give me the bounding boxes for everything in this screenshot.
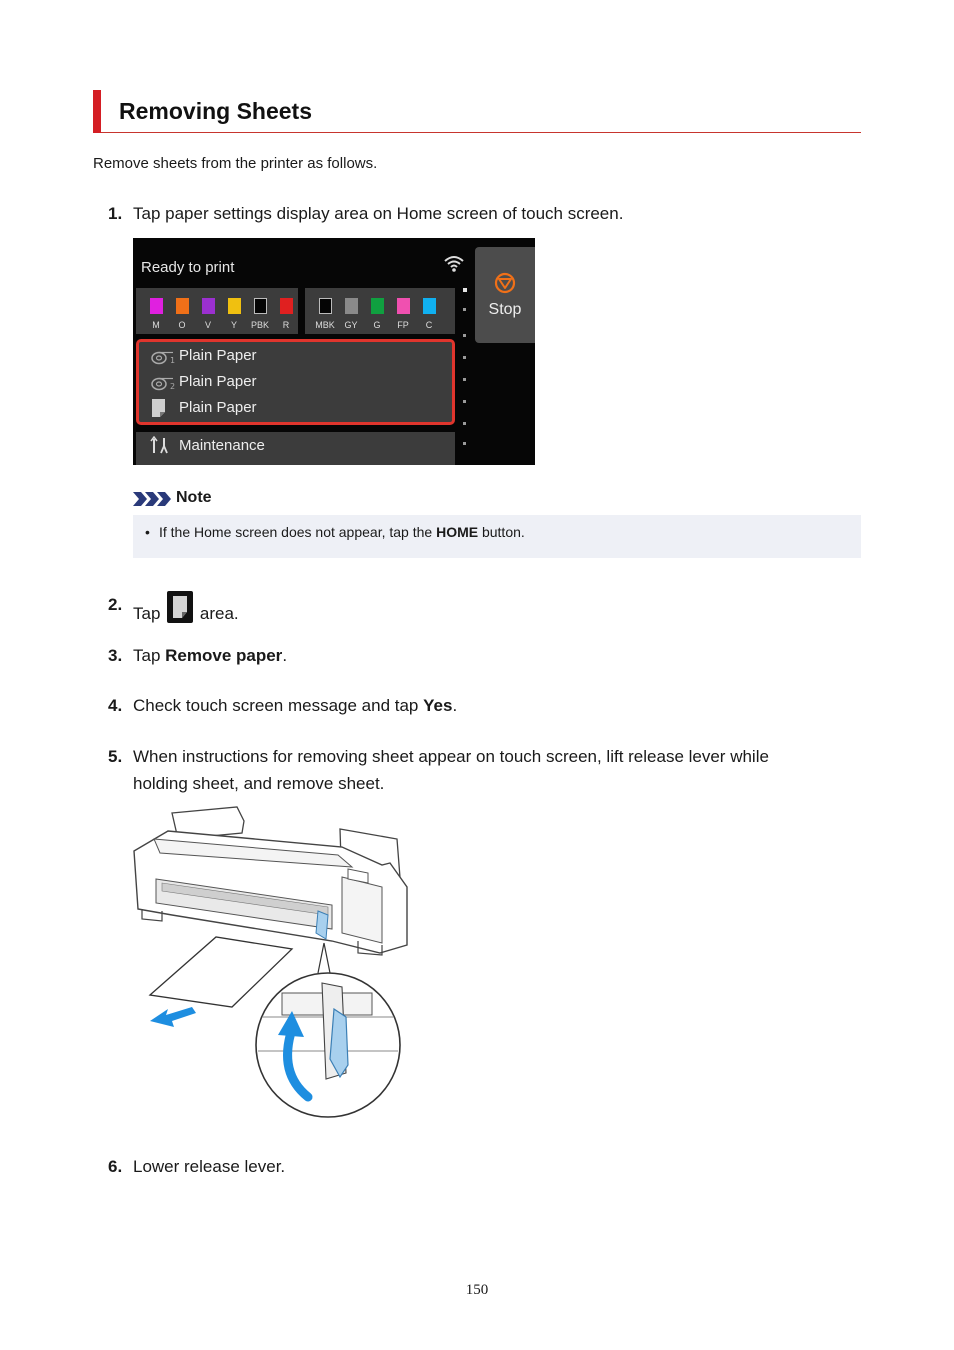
ink-label: R xyxy=(282,320,290,330)
ink-swatch-o xyxy=(176,298,189,314)
note-text-part: If the Home screen does not appear, tap the xyxy=(159,524,437,540)
ink-swatch-mbk xyxy=(319,298,332,314)
step-number: 4. xyxy=(108,696,123,715)
status-text: Ready to print xyxy=(141,259,235,276)
page-dot xyxy=(463,288,467,292)
touch-screen-illustration xyxy=(133,238,535,465)
page-dot xyxy=(463,356,466,359)
stop-button[interactable] xyxy=(475,247,535,343)
home-button-name: HOME xyxy=(436,524,479,540)
ink-label: C xyxy=(425,320,433,330)
remove-paper-label: Remove paper xyxy=(165,646,283,665)
printer-remove-sheet-illustration xyxy=(132,803,410,1121)
page-dot xyxy=(463,334,466,337)
ink-swatch-pbk xyxy=(254,298,267,314)
step-text-part: Tap xyxy=(133,646,166,665)
ink-swatch-m xyxy=(150,298,163,314)
step-text-line: holding sheet, and remove sheet. xyxy=(133,774,385,793)
page-dot xyxy=(463,400,466,403)
cut-sheet-icon xyxy=(167,591,193,623)
paper-settings-area[interactable] xyxy=(136,339,455,425)
page-dot xyxy=(463,308,466,311)
ink-swatch-c xyxy=(423,298,436,314)
ink-swatch-y xyxy=(228,298,241,314)
ink-label: Y xyxy=(230,320,237,330)
note-arrows-icon xyxy=(133,490,173,508)
cut-sheet-icon xyxy=(151,398,167,418)
note-label: Note xyxy=(176,489,212,506)
roll-1-icon xyxy=(151,351,177,365)
step-number: 2. xyxy=(108,595,123,614)
note-text-part: button. xyxy=(478,524,525,540)
maintenance-area[interactable] xyxy=(136,432,455,465)
heading-accent-bar xyxy=(93,90,101,133)
yes-label: Yes xyxy=(423,696,453,715)
step-text-part: area. xyxy=(199,604,239,623)
step-text: Tap paper settings display area on Home screen of touch screen. xyxy=(133,204,624,223)
maintenance-icon xyxy=(150,436,170,454)
page-dot xyxy=(463,422,466,425)
step-text: Lower release lever. xyxy=(133,1157,286,1176)
step-text-part: . xyxy=(282,646,288,665)
wifi-icon xyxy=(443,254,465,274)
svg-text:1: 1 xyxy=(170,356,176,365)
roll-2-icon xyxy=(151,377,177,391)
ink-label: G xyxy=(373,320,381,330)
ink-label: M xyxy=(152,320,160,330)
ink-label: V xyxy=(204,320,211,330)
step-text xyxy=(133,591,833,627)
ink-label: MBK xyxy=(315,320,335,330)
maintenance-label: Maintenance xyxy=(179,437,265,454)
stop-label: Stop xyxy=(488,301,522,318)
ink-label: PBK xyxy=(250,320,269,330)
step-text-line: When instructions for removing sheet appear on touch screen, lift release lever while xyxy=(133,747,769,766)
step-text-part: Check touch screen message and tap xyxy=(133,696,424,715)
page-number: 150 xyxy=(465,1282,489,1298)
note-text xyxy=(159,524,525,540)
ink-swatch-r xyxy=(280,298,293,314)
page-dot xyxy=(463,378,466,381)
bullet: • xyxy=(145,524,150,540)
page-dot xyxy=(463,442,466,445)
step-text-part: Tap xyxy=(133,604,161,623)
ink-label: FP xyxy=(397,320,409,330)
step-number: 3. xyxy=(108,646,123,665)
ink-label: GY xyxy=(344,320,358,330)
page-title: Removing Sheets xyxy=(119,98,312,124)
step-number: 1. xyxy=(108,204,123,223)
step-number: 6. xyxy=(108,1157,123,1176)
section-heading xyxy=(93,90,861,133)
step-text xyxy=(133,743,833,797)
ink-swatch-gy xyxy=(345,298,358,314)
ink-swatch-g xyxy=(371,298,384,314)
step-text xyxy=(133,692,833,719)
svg-text:2: 2 xyxy=(170,382,176,391)
ink-label: O xyxy=(178,320,186,330)
ink-swatch-fp xyxy=(397,298,410,314)
ink-panel-left[interactable] xyxy=(136,288,298,334)
step-text xyxy=(133,642,833,669)
stop-icon xyxy=(494,272,516,294)
roll-2-media: Plain Paper xyxy=(179,373,257,390)
ink-panel-right[interactable] xyxy=(305,288,455,334)
step-number: 5. xyxy=(108,747,123,766)
intro-text: Remove sheets from the printer as follows. xyxy=(93,155,378,172)
step-text-part: . xyxy=(452,696,458,715)
cut-sheet-media: Plain Paper xyxy=(179,399,257,416)
note-box xyxy=(133,515,861,558)
ink-swatch-v xyxy=(202,298,215,314)
roll-1-media: Plain Paper xyxy=(179,347,257,364)
